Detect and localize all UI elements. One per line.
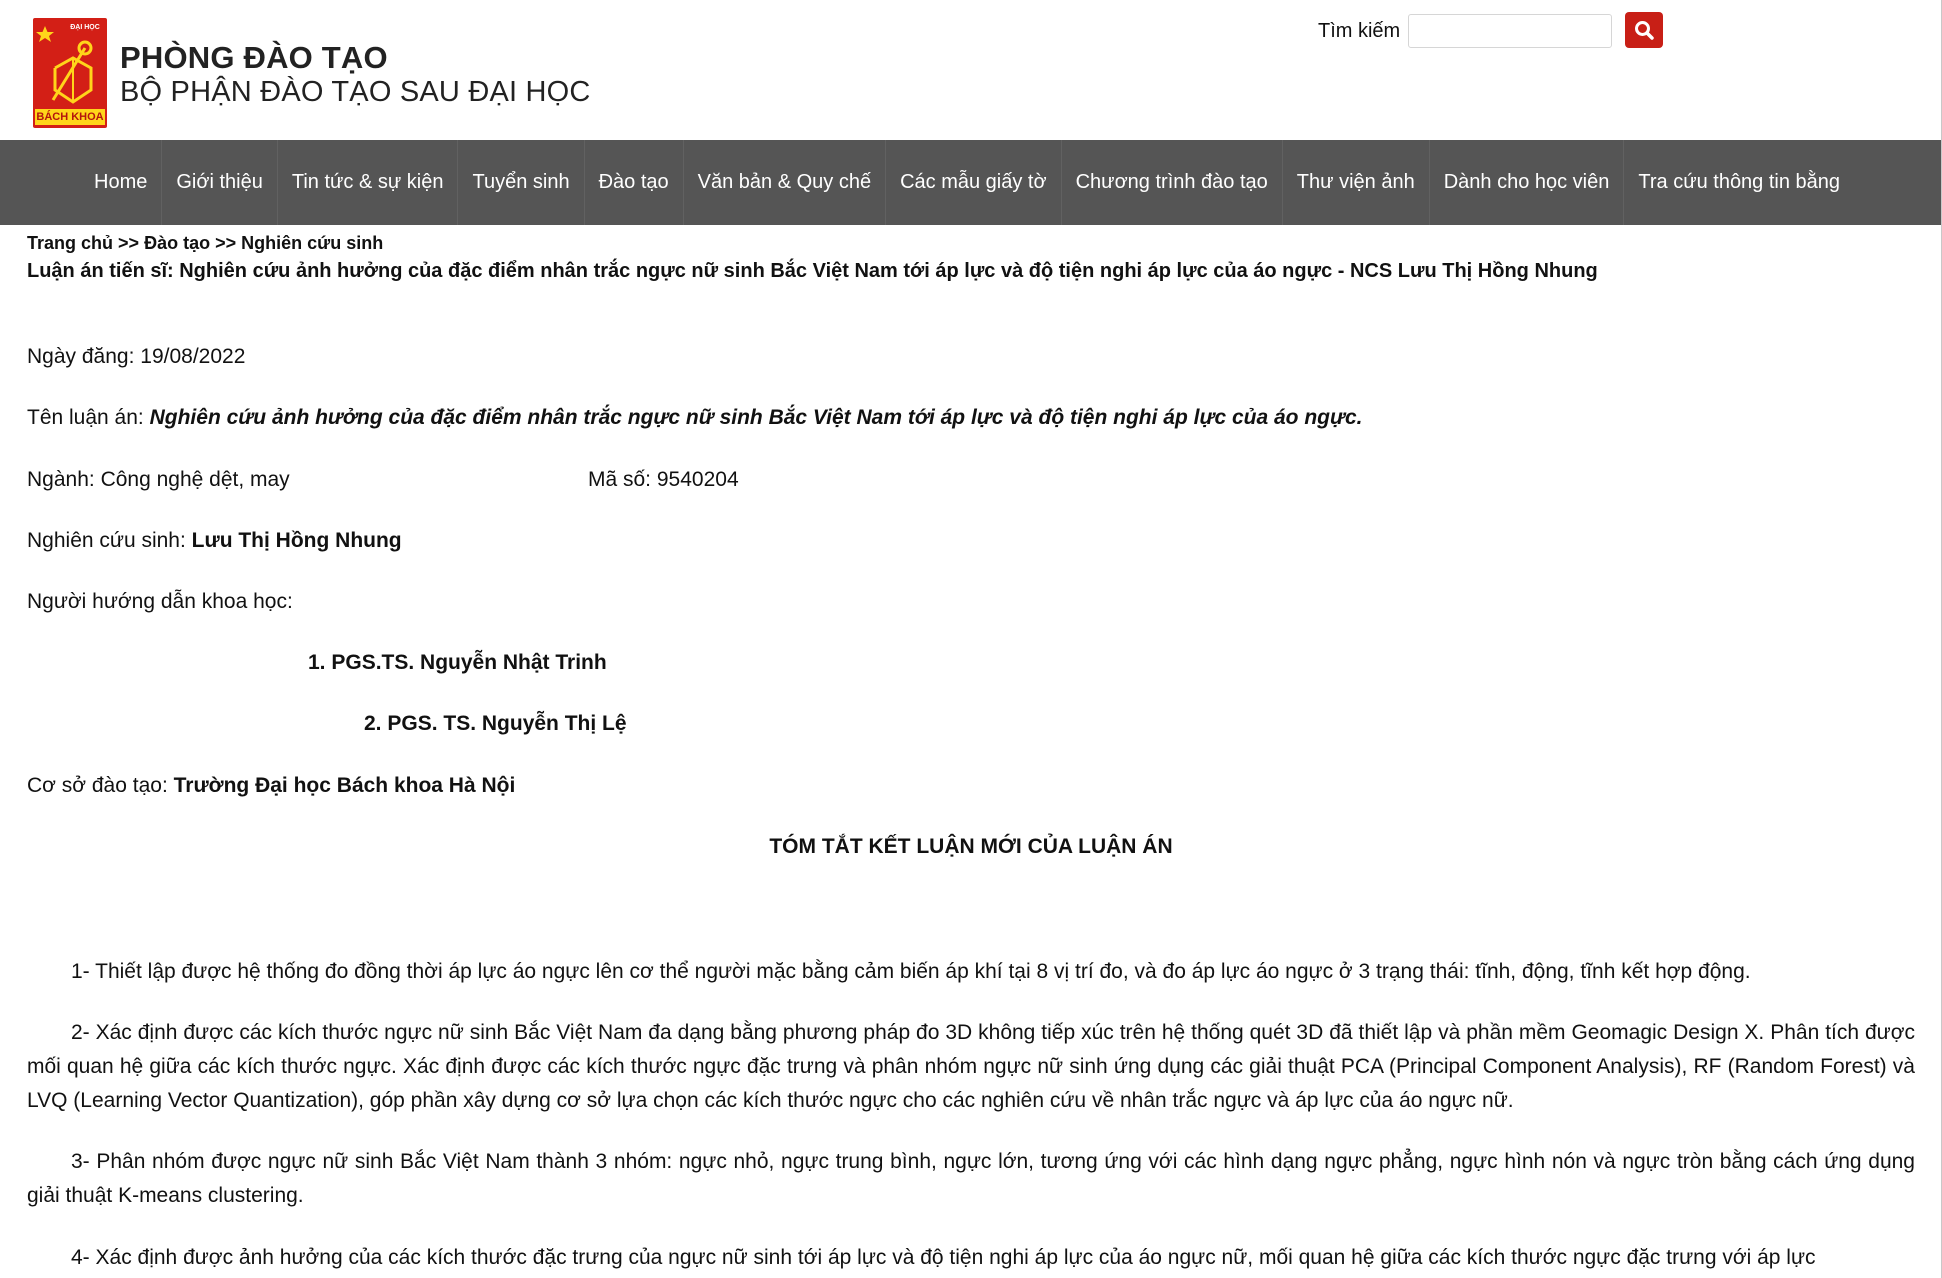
university-logo[interactable]	[33, 18, 107, 128]
site-subtitle: BỘ PHẬN ĐÀO TẠO SAU ĐẠI HỌC	[120, 76, 591, 108]
student-name: Lưu Thị Hồng Nhung	[191, 529, 402, 552]
advisor-item: 2. PGS. TS. Nguyễn Thị Lệ	[364, 712, 627, 735]
advisors-label: Người hướng dẫn khoa học:	[27, 590, 293, 613]
major-row	[27, 468, 290, 492]
conclusion-paragraph: 2- Xác định được các kích thước ngực nữ sinh Bắc Việt Nam đa dạng bằng phương pháp đo 3D không tiếp xúc trên hệ thống quét 3D đã thiết lập và phần mềm Geomagic Design X. Phân tích được mối quan hệ giữa các kích thước ngực. Xác định được các kích thước ngực đặc trưng và phân nhóm ngực nữ sinh ứng dụng các giải thuật PCA (Principal Component Analysis), RF (Random Forest) và LVQ (Learning Vector Quantization), góp phần xây dựng cơ sở lựa chọn các kích thước ngực cho các nghiên cứu về nhân trắc ngực và áp lực của áo ngực nữ.	[27, 1021, 1915, 1112]
thesis-name-value: Nghiên cứu ảnh hưởng của đặc điểm nhân trắc ngực nữ sinh Bắc Việt Nam tới áp lực và độ tiện nghi áp lực của áo ngực.	[149, 406, 1363, 429]
site-header	[0, 0, 1942, 140]
search-label: Tìm kiếm	[1318, 20, 1401, 42]
conclusion-paragraph: 3- Phân nhóm được ngực nữ sinh Bắc Việt Nam thành 3 nhóm: ngực nhỏ, ngực trung bình, ngực lớn, tương ứng với các hình dạng ngực phẳng, ngực hình nón và ngực tròn bằng cách ứng dụng giải thuật K-means clustering.	[27, 1150, 1915, 1207]
search-icon	[1634, 20, 1654, 40]
nav-item-tin-tuc[interactable]: Tin tức & sự kiện	[277, 140, 458, 225]
institution-name: Trường Đại học Bách khoa Hà Nội	[173, 774, 516, 797]
summary-heading: TÓM TẮT KẾT LUẬN MỚI CỦA LUẬN ÁN	[769, 835, 1173, 858]
student-label: Nghiên cứu sinh:	[27, 529, 186, 552]
search-button[interactable]	[1625, 12, 1663, 48]
advisor-item: 1. PGS.TS. Nguyễn Nhật Trinh	[308, 651, 607, 674]
breadcrumb-nghien-cuu-sinh[interactable]: Nghiên cứu sinh	[241, 233, 384, 253]
nav-item-tuyen-sinh[interactable]: Tuyển sinh	[457, 140, 583, 225]
nav-item-hoc-vien[interactable]: Dành cho học viên	[1429, 140, 1624, 225]
major-value: Công nghệ dệt, may	[100, 468, 290, 491]
code-row	[588, 468, 739, 492]
student-row	[27, 529, 402, 553]
institution-row	[27, 774, 515, 798]
main-nav	[0, 140, 1942, 225]
nav-item-chuong-trinh[interactable]: Chương trình đào tạo	[1061, 140, 1282, 225]
nav-item-home[interactable]: Home	[94, 171, 148, 193]
site-title[interactable]: PHÒNG ĐÀO TẠO	[120, 40, 388, 75]
breadcrumb-separator: >>	[118, 233, 140, 253]
logo-bottom-text: BÁCH KHOA	[36, 111, 104, 123]
search-input[interactable]	[1408, 14, 1612, 48]
code-value: 9540204	[656, 468, 739, 491]
logo-top-text: ĐẠI HỌC	[70, 24, 100, 31]
breadcrumb	[27, 233, 383, 254]
conclusion-paragraph: 1- Thiết lập được hệ thống đo đồng thời áp lực áo ngực lên cơ thể người mặc bằng cảm biến áp khí tại 8 vị trí đo, và đo áp lực áo ngực ở 3 trạng thái: tĩnh, động, tĩnh kết hợp động.	[71, 960, 1751, 983]
breadcrumb-home[interactable]: Trang chủ	[27, 233, 114, 253]
nav-item-tra-cuu[interactable]: Tra cứu thông tin bằng	[1623, 140, 1854, 225]
nav-item-dao-tao[interactable]: Đào tạo	[584, 140, 683, 225]
thesis-name-row	[27, 406, 1363, 430]
institution-label: Cơ sở đào tạo:	[27, 774, 168, 797]
nav-item-mau-giay-to[interactable]: Các mẫu giấy tờ	[885, 140, 1061, 225]
posted-date-value: 19/08/2022	[140, 345, 246, 368]
conclusion-paragraph: 4- Xác định được ảnh hưởng của các kích thước đặc trưng của ngực nữ sinh tới áp lực và độ tiện nghi áp lực của áo ngực nữ, mối quan hệ giữa các kích thước ngực đặc trưng với áp lực	[71, 1246, 1816, 1269]
breadcrumb-dao-tao[interactable]: Đào tạo	[144, 233, 211, 253]
posted-date-row	[27, 345, 245, 369]
breadcrumb-separator: >>	[215, 233, 237, 253]
nav-item-thu-vien-anh[interactable]: Thư viện ảnh	[1282, 140, 1429, 225]
posted-date-label: Ngày đăng:	[27, 345, 135, 368]
page-title: Luận án tiến sĩ: Nghiên cứu ảnh hưởng của đặc điểm nhân trắc ngực nữ sinh Bắc Việt Nam tới áp lực và độ tiện nghi áp lực của áo ngực - NCS Lưu Thị Hồng Nhung	[27, 260, 1598, 282]
nav-item-gioi-thieu[interactable]: Giới thiệu	[161, 140, 276, 225]
nav-item-van-ban[interactable]: Văn bản & Quy chế	[683, 140, 885, 225]
code-label: Mã số:	[588, 468, 652, 491]
thesis-name-label: Tên luận án:	[27, 406, 144, 429]
major-label: Ngành:	[27, 468, 95, 491]
